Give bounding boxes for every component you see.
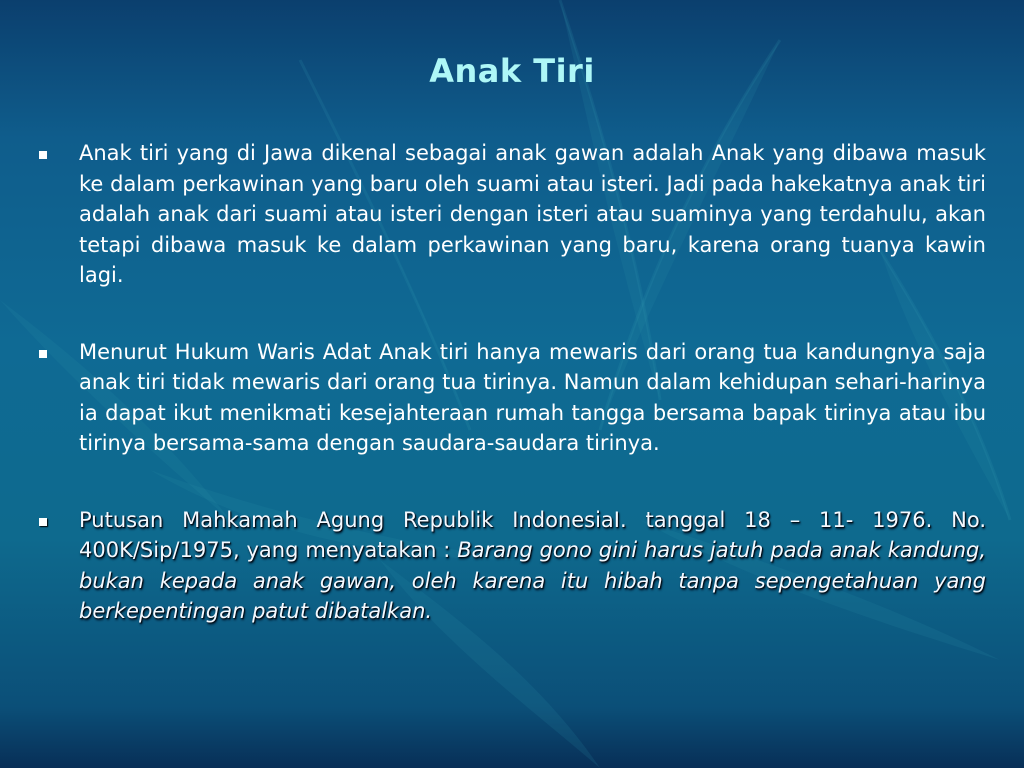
bullet-text: Menurut Hukum Waris Adat Anak tiri hanya mewaris dari orang tua kandungnya saja anak tiri tidak mewaris dari orang tua tirinya. Namun dalam kehidupan sehari-harinya ia dapat ikut menikmati kesejahteraan rumah tangga bersama bapak tirinya atau ibu tirinya bersama-sama dengan saudara-saudara tirinya. <box>79 339 986 455</box>
bullet-item-3 <box>36 505 986 627</box>
bullet-text: Anak tiri yang di Jawa dikenal sebagai anak gawan adalah Anak yang dibawa masuk ke dalam perkawinan yang baru oleh suami atau isteri. Jadi pada hakekatnya anak tiri adalah anak dari suami atau isteri dengan isteri atau suaminya yang terdahulu, akan tetapi dibawa masuk ke dalam perkawinan yang baru, karena orang tuanya kawin lagi. <box>79 141 986 287</box>
bullet-item-2 <box>36 337 986 459</box>
square-bullet-icon <box>39 151 47 159</box>
slide-title: Anak Tiri <box>429 52 595 90</box>
square-bullet-icon <box>39 518 47 526</box>
bullet-text-italic: Barang gono gini harus jatuh pada anak kandung, bukan kepada anak gawan, oleh karena itu hibah tanpa sepengetahuan yang berkepentingan patut dibatalkan. <box>79 538 987 623</box>
bullet-item-1 <box>36 138 986 291</box>
bullet-list <box>36 138 986 627</box>
square-bullet-icon <box>39 350 47 358</box>
bullet-text-regular: Putusan Mahkamah Agung Republik IndonesiaI. tanggal 18 – 11- 1976. No. 400K/Sip/1975, yang menyatakan : <box>79 507 986 562</box>
